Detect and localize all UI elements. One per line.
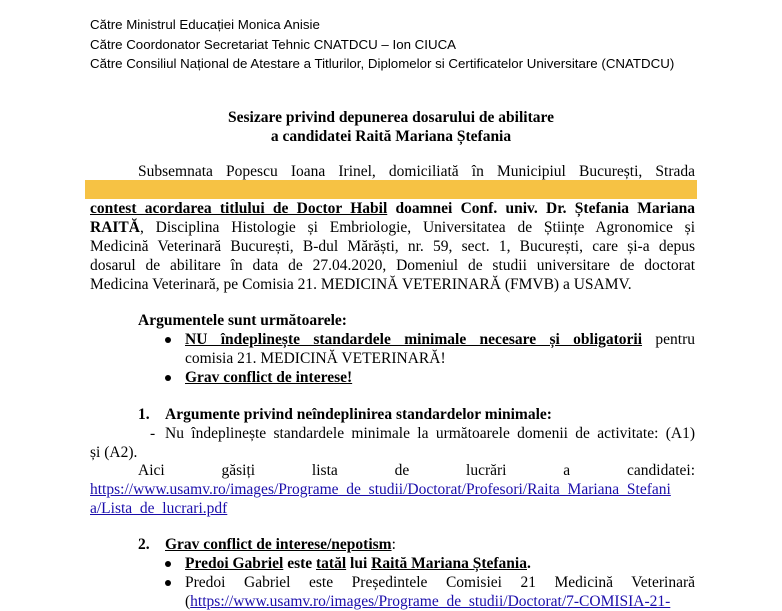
argument-1-line-2: comisia 21. MEDICINĂ VETERINARĂ! <box>185 350 446 367</box>
section-1-heading: Argumente privind neîndeplinirea standardelor minimale: <box>165 406 552 423</box>
section-1-list-intro: Aici găsiți lista de lucrări a candidatei: <box>138 462 695 479</box>
commission-link[interactable]: https://www.usamv.ro/images/Programe_de_studii/Doctorat/7-COMISIA-21- <box>190 593 671 610</box>
section-1-text-line-2: și (A2). <box>90 444 138 461</box>
contest-target: doamnei Conf. univ. Dr. Ștefania Mariana <box>387 200 695 217</box>
arguments-heading: Argumentele sunt următoarele: <box>138 312 347 329</box>
intro-line-3 <box>90 218 695 237</box>
document-title-line1: Sesizare privind depunerea dosarului de abilitare <box>228 109 554 126</box>
addressee-ministry: Către Ministrul Educației Monica Anisie <box>90 17 320 32</box>
candidate-name: Raită Mariana Ștefania <box>371 555 527 572</box>
addressee-council: Către Consiliul Național de Atestare a Titlurilor, Diplomelor si Certificatelor Universitare (CNATDCU) <box>90 56 675 71</box>
relation-text-2: lui <box>346 555 372 572</box>
conflict-bullet-1-dot: . <box>527 555 531 572</box>
relation-father: tatăl <box>316 555 347 572</box>
conflict-bullet-2-line-1: Predoi Gabriel este Președintele Comisiei 21 Medicină Veterinară <box>185 574 695 591</box>
section-1-number: 1. <box>138 406 150 423</box>
section-2-heading-text: Grav conflict de interese/nepotism <box>165 536 392 553</box>
intro-line-6: Medicina Veterinară, pe Comisia 21. MEDICINĂ VETERINARĂ (FMVB) a USAMV. <box>90 276 632 293</box>
publications-link[interactable]: https://www.usamv.ro/images/Programe_de_studii/Doctorat/Profesori/Raita_Mariana_Stefani <box>90 481 671 498</box>
publications-link-line-2[interactable] <box>90 499 227 518</box>
open-paren: ( <box>185 593 191 610</box>
intro-line-2 <box>90 199 695 218</box>
addressee-coordinator: Către Coordonator Secretariat Tehnic CNATDCU – Ion CIUCA <box>90 37 457 52</box>
argument-1-line-1 <box>185 330 695 349</box>
publications-link-line-1[interactable] <box>90 480 671 499</box>
section-2-number: 2. <box>138 536 150 553</box>
intro-line-5: dosarul de abilitare în data de 27.04.2020, Domeniul de studii universitare de doctorat <box>90 257 695 274</box>
section-1-dash: - <box>150 425 156 442</box>
intro-line-3-rest: , Disciplina Histologie și Embriologie, Universitatea de Științe Agronomice și <box>139 219 695 236</box>
argument-1-bold: NU îndeplinește standardele minimale necesare și obligatorii <box>185 331 643 348</box>
redaction-highlight <box>85 180 697 199</box>
father-name: Predoi Gabriel <box>185 555 284 572</box>
bullet-icon <box>165 375 171 381</box>
contest-statement: contest acordarea titlului de Doctor Habil <box>90 200 388 217</box>
document-title-line2: a candidatei Raită Mariana Ștefania <box>270 128 512 145</box>
bullet-icon <box>165 561 171 567</box>
bullet-icon <box>165 337 171 343</box>
section-1-text-line-1: Nu îndeplinește standardele minimale la următoarele domenii de activitate: (A1) <box>165 425 695 442</box>
conflict-bullet-1 <box>185 554 531 573</box>
intro-line-4: Medicină Veterinară București, B-dul Mărăști, nr. 59, sect. 1, București, care și-a depus <box>90 238 695 255</box>
section-2-heading <box>165 535 396 554</box>
intro-line-1: Subsemnata Popescu Ioana Irinel, domiciliată în Municipiul București, Strada <box>138 163 695 180</box>
relation-text: este <box>283 555 317 572</box>
conflict-bullet-2-line-2[interactable] <box>185 592 670 611</box>
publications-link-end[interactable]: a/Lista_de_lucrari.pdf <box>90 500 228 517</box>
argument-1-rest: pentru <box>642 331 695 348</box>
section-2-heading-colon: : <box>391 536 396 553</box>
candidate-surname: RAITĂ <box>90 219 140 236</box>
argument-2: Grav conflict de interese! <box>185 369 353 386</box>
bullet-icon <box>165 580 171 586</box>
